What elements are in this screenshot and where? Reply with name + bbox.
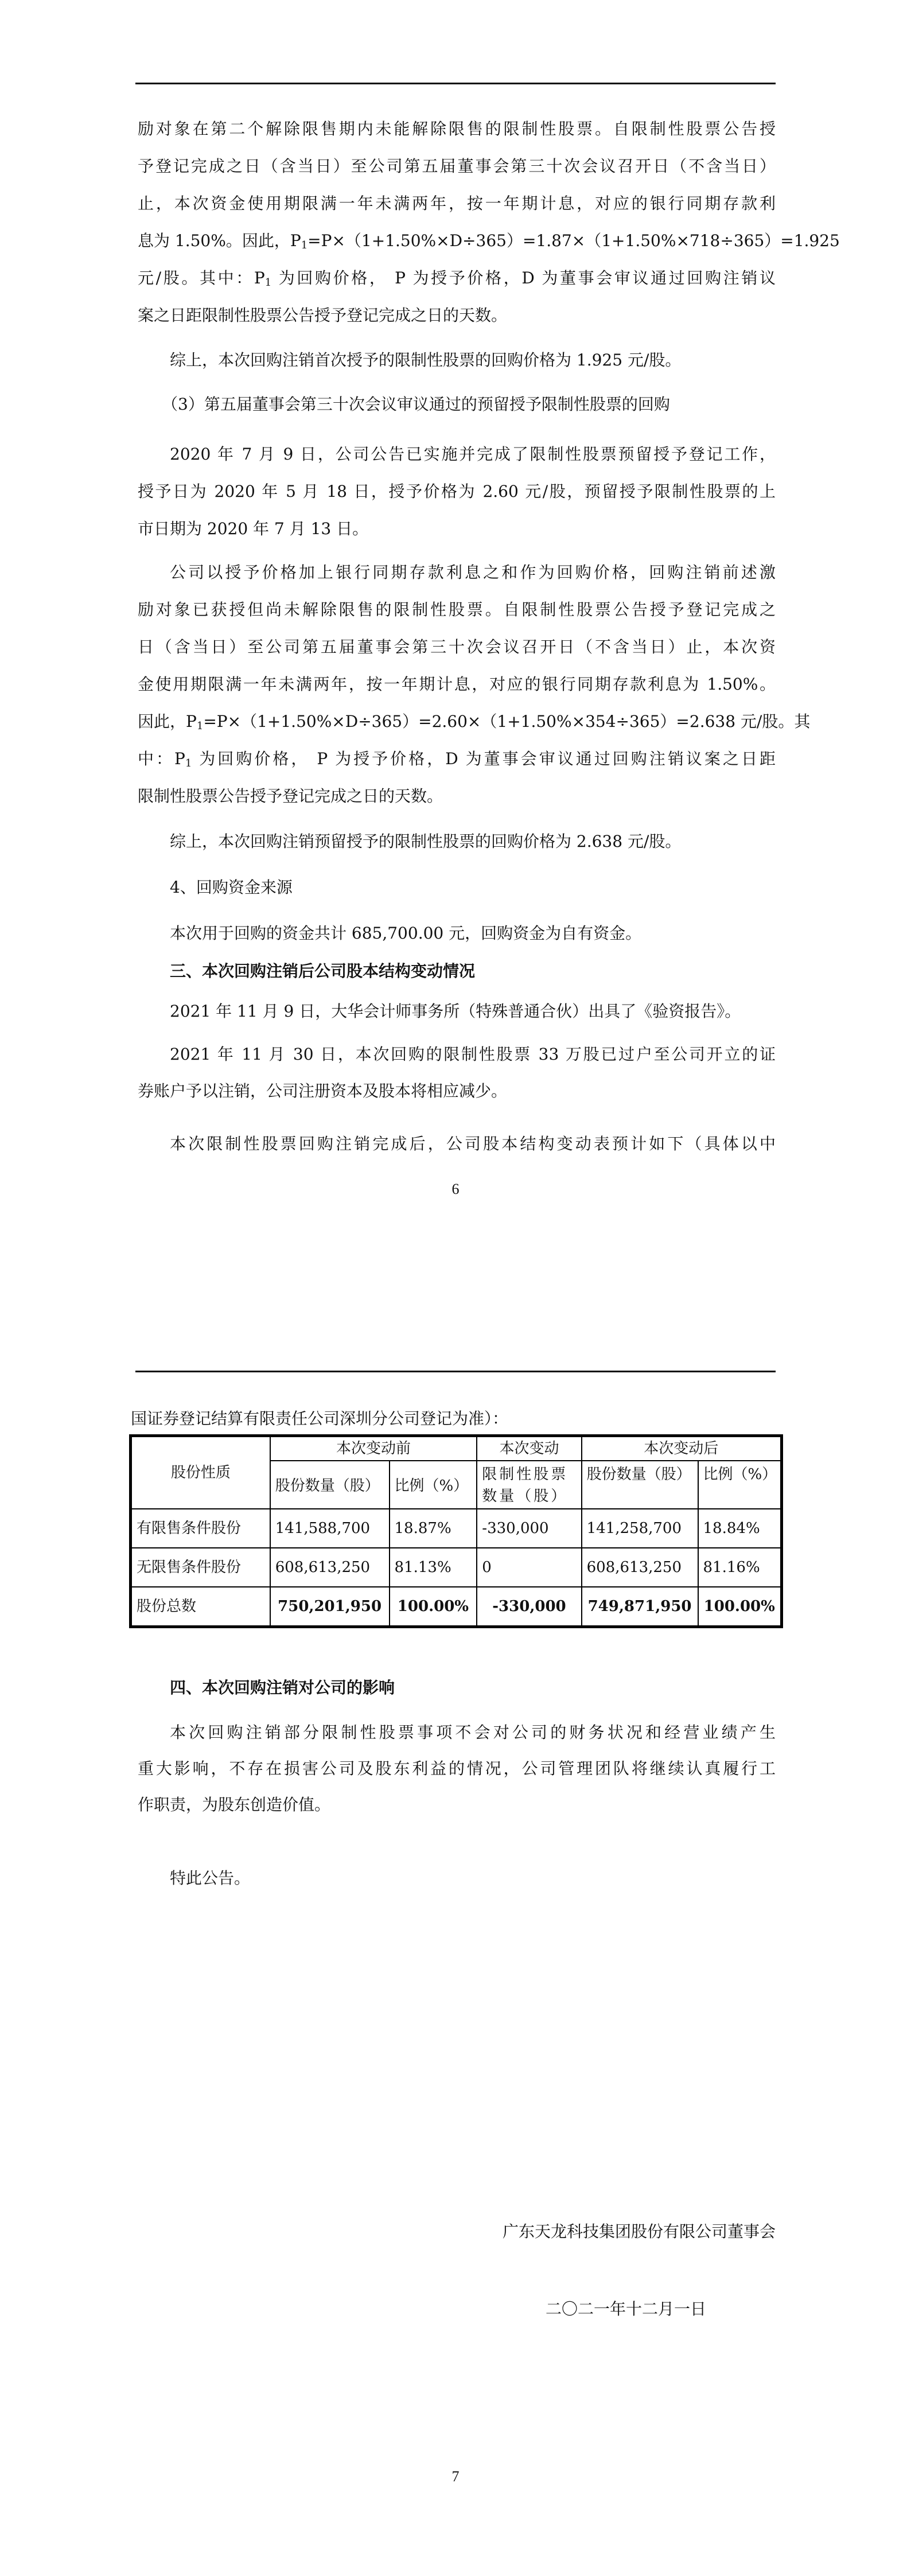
page7-header-rule xyxy=(135,1371,776,1372)
funding-source-text: 本次用于回购的资金共计 685,700.00 元，回购资金为自有资金。 xyxy=(170,924,642,943)
text-line: 止，本次资金使用期限满一年未满两年，按一年期计息，对应的银行同期存款利 xyxy=(138,194,776,213)
cell-after-ratio: 100.00% xyxy=(698,1587,782,1627)
text-line: 因此，$P_1=P\times(1+1.50\%\times D\div 365)=2.60\times(1+1.50\%\times 354\div 365)=2.638$ 元/股。其 xyxy=(138,712,811,732)
text-line: 2021 年 11 月 30 日，本次回购的限制性股票 33 万股已过户至公司开立的证 xyxy=(170,1045,776,1064)
table-row-total xyxy=(131,1587,782,1627)
page6-header-rule xyxy=(135,83,776,84)
page-number: 6 xyxy=(451,1181,460,1197)
cell-before-ratio: 81.13% xyxy=(390,1548,477,1587)
subheader-qty-before: 股份数量（股） xyxy=(270,1461,390,1509)
subheader-restricted-change: 限制性股票数量（股） xyxy=(477,1461,581,1509)
row-label: 股份总数 xyxy=(131,1587,270,1627)
text-line: 励对象在第二个解除限售期内未能解除限售的限制性股票。自限制性股票公告授 xyxy=(138,119,776,138)
signature-date: 二〇二一年十二月一日 xyxy=(546,2299,707,2318)
subheader-qty-after: 股份数量（股） xyxy=(582,1461,698,1509)
header-change: 本次变动 xyxy=(477,1436,581,1461)
subheader-ratio-after: 比例（%） xyxy=(698,1461,782,1509)
text-line: 重大影响，不存在损害公司及股东利益的情况，公司管理团队将继续认真履行工 xyxy=(138,1759,776,1778)
text-line: 市日期为 2020 年 7 月 13 日。 xyxy=(138,519,369,538)
cell-after-qty: 608,613,250 xyxy=(582,1548,698,1587)
section-funding-source-title: 4、回购资金来源 xyxy=(170,878,293,897)
cell-change: 0 xyxy=(477,1548,581,1587)
text-line: 予登记完成之日（含当日）至公司第五届董事会第三十次会议召开日（不含当日） xyxy=(138,157,776,176)
text-line: 日（含当日）至公司第五届董事会第三十次会议召开日（不含当日）止，本次资 xyxy=(138,637,776,656)
subheader-ratio-before: 比例（%） xyxy=(390,1461,477,1509)
text-line: 限制性股票公告授予登记完成之日的天数。 xyxy=(138,787,443,806)
cell-after-qty: 749,871,950 xyxy=(582,1587,698,1627)
text-line: 券账户予以注销，公司注册资本及股本将相应减少。 xyxy=(138,1081,508,1100)
text-line: 作职责，为股东创造价值。 xyxy=(138,1795,331,1814)
share-structure-table xyxy=(129,1434,783,1628)
table-header-row xyxy=(131,1436,782,1461)
cell-after-qty: 141,258,700 xyxy=(582,1509,698,1548)
cell-before-ratio: 100.00% xyxy=(390,1587,477,1627)
text-line: 本次回购注销部分限制性股票事项不会对公司的财务状况和经营业绩产生 xyxy=(170,1723,776,1742)
cell-before-ratio: 18.87% xyxy=(390,1509,477,1548)
capital-verification-text: 2021 年 11 月 9 日，大华会计师事务所（特殊普通合伙）出具了《验资报告》。 xyxy=(170,1002,741,1021)
table-row xyxy=(131,1509,782,1548)
subsection-reserved-grant-heading: （3）第五届董事会第三十次会议审议通过的预留授予限制性股票的回购 xyxy=(162,395,670,414)
page-number: 7 xyxy=(451,2468,460,2485)
text-line: 授予日为 2020 年 5 月 18 日，授予价格为 2.60 元/股，预留授予限制性股票的上 xyxy=(138,482,776,501)
text-line: 金使用期限满一年未满两年，按一年期计息，对应的银行同期存款利息为 1.50%。 xyxy=(138,675,776,694)
cell-change: -330,000 xyxy=(477,1587,581,1627)
text-line: 公司以授予价格加上银行同期存款利息之和作为回购价格，回购注销前述激 xyxy=(170,563,776,582)
cell-after-ratio: 81.16% xyxy=(698,1548,782,1587)
text-line: 息为 1.50%。因此，$P_1=P\times(1+1.50\%\times D\div 365)=1.87\times(1+1.50\%\times 718\div 365)=1.925$ xyxy=(138,231,840,251)
text-line: 励对象已获授但尚未解除限售的限制性股票。自限制性股票公告授予登记完成之 xyxy=(138,600,776,619)
cell-after-ratio: 18.84% xyxy=(698,1509,782,1548)
summary-first-grant-price: 综上，本次回购注销首次授予的限制性股票的回购价格为 1.925 元/股。 xyxy=(170,351,682,369)
text-line: 2020 年 7 月 9 日，公司公告已实施并完成了限制性股票预留授予登记工作， xyxy=(170,445,776,464)
section-share-structure-title: 三、本次回购注销后公司股本结构变动情况 xyxy=(170,962,476,980)
share-structure-intro-text: 本次限制性股票回购注销完成后，公司股本结构变动表预计如下（具体以中 xyxy=(170,1134,776,1153)
row-label: 有限售条件股份 xyxy=(131,1509,270,1548)
signature-company: 广东天龙科技集团股份有限公司董事会 xyxy=(502,2222,776,2241)
summary-reserved-grant-price: 综上，本次回购注销预留授予的限制性股票的回购价格为 2.638 元/股。 xyxy=(170,832,682,851)
cell-before-qty: 608,613,250 xyxy=(270,1548,390,1587)
header-after-change: 本次变动后 xyxy=(582,1436,782,1461)
section-impact-heading: 四、本次回购注销对公司的影响 xyxy=(170,1678,395,1697)
text-line: 案之日距限制性股票公告授予登记完成之日的天数。 xyxy=(138,306,508,325)
header-before-change: 本次变动前 xyxy=(270,1436,477,1461)
share-structure-intro-continued: 国证券登记结算有限责任公司深圳分公司登记为准）： xyxy=(131,1409,509,1428)
cell-change: -330,000 xyxy=(477,1509,581,1548)
header-share-category: 股份性质 xyxy=(131,1436,270,1509)
text-line: 中：$P_1$ 为回购价格， P 为授予价格，D 为董事会审议通过回购注销议案之日距 xyxy=(138,749,776,769)
text-line: 元/股。其中：$P_1$ 为回购价格， P 为授予价格，D 为董事会审议通过回购注销议 xyxy=(138,269,776,289)
row-label: 无限售条件股份 xyxy=(131,1548,270,1587)
closing-statement: 特此公告。 xyxy=(170,1869,251,1888)
cell-before-qty: 141,588,700 xyxy=(270,1509,390,1548)
cell-before-qty: 750,201,950 xyxy=(270,1587,390,1627)
table-row xyxy=(131,1548,782,1587)
